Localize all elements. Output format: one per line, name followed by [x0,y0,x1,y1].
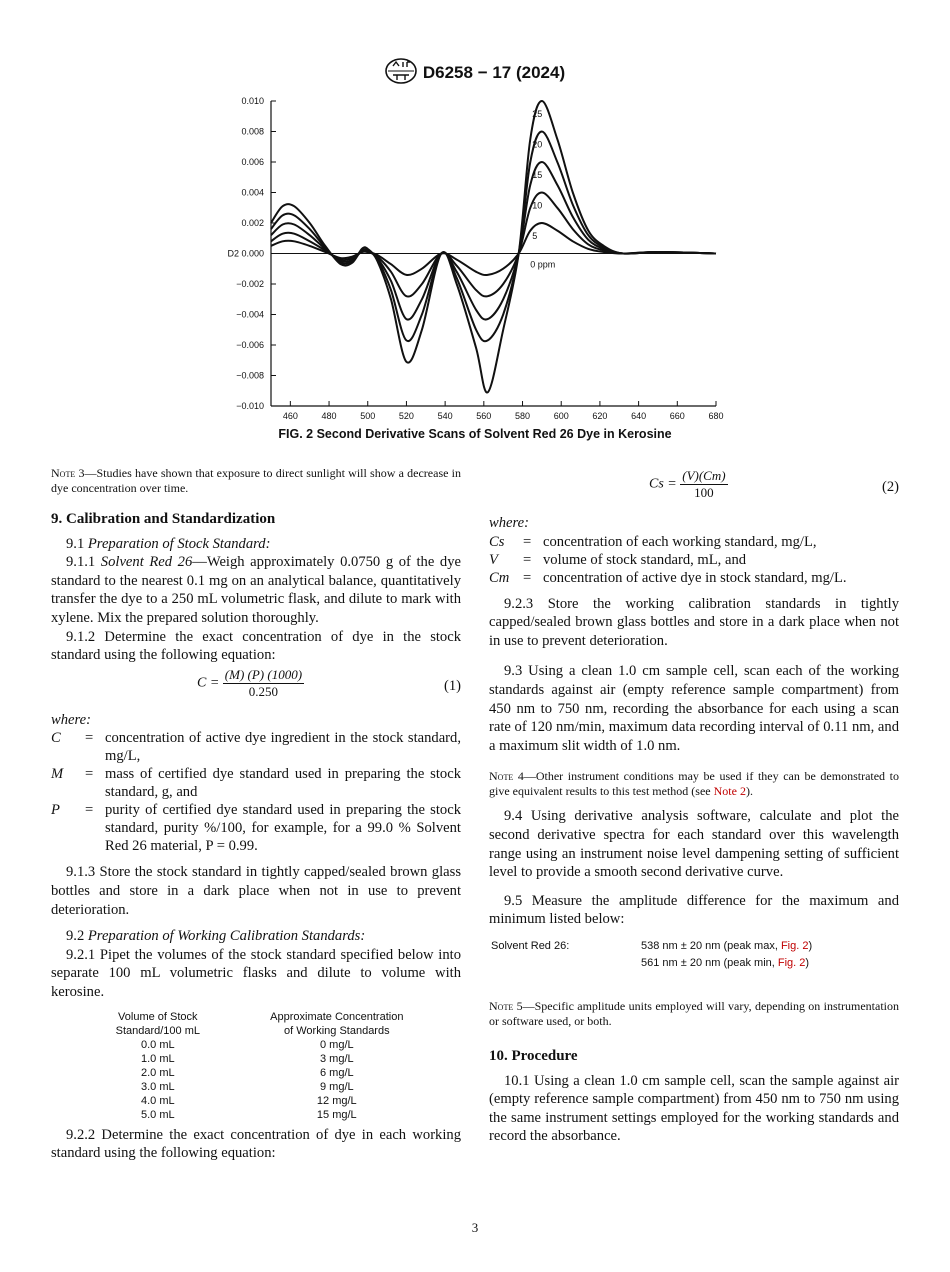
series-label: 10 [532,200,543,211]
series-label: 5 [532,231,538,241]
note-2-link[interactable]: Note 2 [713,784,746,799]
series-line [271,162,716,320]
table-row: 1.0 mL 3 mg/L [140,1052,354,1065]
x-tick-label: 500 [360,411,376,421]
series-label: 25 [532,109,543,119]
y-tick-label: −0.004 [236,309,264,320]
note-5: Note 5—Specific amplitude units employed will vary, depending on instrumentation or software used, or both. [489,998,899,1028]
peak-list: Solvent Red 26: 538 nm ± 20 nm (peak max, Fig. 2) 561 nm ± 20 nm (peak min, Fig. 2) [491,939,813,969]
para-9-5: 9.5 Measure the amplitude difference for the maximum and minimum listed below: [489,892,899,928]
x-tick-label: 640 [631,411,647,421]
definitions-2: Cs = concentration of each working standard, mg/L, V = volume of stock standard, mL, and Cm = concentration of active dye in stock standard, mg/L. [489,533,847,586]
section-9-heading: 9. Calibration and Standardization [51,511,276,527]
y-tick-label: −0.006 [236,340,264,350]
where-label: where: [489,515,529,531]
y-tick-label: −0.008 [236,370,264,381]
para-9-4: 9.4 Using derivative analysis software, calculate and plot the second derivative spectra for each standard over this wavelength range using an instrument noise level dampening setting of sufficient level to provide a smooth second derivative curve. [489,808,899,881]
para-9-2-2: 9.2.2 Determine the exact concentration of dye in each working standard using the following equation: [51,1126,461,1162]
para-9-1-2: 9.1.2 Determine the exact concentration of dye in the stock standard using the following equation: [51,628,461,664]
right-column [489,466,899,1146]
fig-2-link[interactable]: Fig. 2 [780,939,809,952]
x-tick-label: 620 [592,411,608,421]
series-label: 20 [532,139,543,150]
para-10-1: 10.1 Using a clean 1.0 cm sample cell, scan the sample against air (empty reference sample compartment) from 450 nm to 750 nm using the same instrument settings employed for the working standards and record the absorbance. [489,1072,899,1145]
where-label: where: [51,711,91,728]
table-row: 5.0 mL 15 mg/L [140,1108,357,1121]
y-tick-label: 0.002 [241,218,264,228]
x-tick-label: 660 [669,411,685,421]
equation-2-number: (2) [881,479,899,495]
page-number: 3 [471,1220,479,1235]
y-tick-label: 0.008 [241,126,264,137]
astm-logo-icon [385,58,417,89]
equation-1-denominator: 0.250 [248,683,279,699]
equation-1-lhs: C = [197,675,220,691]
definitions-1: C = concentration of active dye ingredient in the stock standard, mg/L, M = mass of certified dye standard used in preparing the stock standard, g, and P = purity of certified dye standard used in preparing the stock standard, purity %/100, for example, for a 99.0 % Solvent Red 26 material, P = 0.99. [51,730,461,855]
series-label: 0 ppm [530,259,556,270]
y-tick-label: 0.004 [241,187,264,198]
y-tick-label: 0.006 [241,157,264,167]
equation-1 [51,665,461,705]
peak-label: Solvent Red 26: [491,939,570,952]
series-line [271,223,716,275]
equation-2-lhs: Cs = [649,476,677,492]
table-row: 3.0 mL 9 mg/L [140,1080,354,1093]
x-tick-label: 520 [398,411,414,421]
x-tick-label: 460 [282,411,298,421]
x-tick-label: 680 [708,411,724,421]
para-9-1: 9.1 Preparation of Stock Standard: [66,535,271,552]
left-column [51,466,461,1163]
note-4: Note 4—Other instrument conditions may be used if they can be demonstrated to give equivalent results to this test method (see Note 2). [489,769,899,799]
equation-2-denominator: 100 [694,485,714,500]
note-3: Note 3—Studies have shown that exposure to direct sunlight will show a decrease in dye concentration over time. [51,466,461,495]
equation-1-number: (1) [443,677,461,694]
x-tick-label: 580 [515,411,531,421]
y-tick-label: −0.002 [236,279,264,289]
page-header [0,58,950,89]
y-tick-label: D2 0.000 [227,248,264,259]
second-derivative-chart [215,92,735,422]
series-label: 15 [532,170,543,180]
para-9-2-3: 9.2.3 Store the working calibration standards in tightly capped/sealed brown glass bottles and store in a dark place when not in use to prevent deterioration. [489,595,899,649]
table-row: 0.0 mL 0 mg/L [140,1038,354,1051]
para-9-1-1: 9.1.1 Solvent Red 26—Weigh approximately 0.0750 g of the dye standard to the nearest 0.1 mg on an analytical balance, quantitatively transfer the dye to a 250 mL volumetric flask, and dilute to mark with xylene. Mix the prepared solution thoroughly. [51,554,461,626]
y-tick-label: −0.010 [236,401,264,411]
y-tick-label: 0.010 [241,96,264,106]
document-id: D6258 − 17 (2024) [422,62,566,82]
table-row: 4.0 mL 12 mg/L [140,1094,357,1107]
para-9-2: 9.2 Preparation of Working Calibration Standards: [66,928,366,945]
figure-caption: FIG. 2 Second Derivative Scans of Solvent Red 26 Dye in Kerosine [278,427,672,441]
section-10-heading: 10. Procedure [489,1047,578,1064]
equation-1-numerator: (M) (P) (1000) [224,666,303,682]
equation-2 [489,466,899,508]
series-line [271,132,716,342]
para-9-2-1: 9.2.1 Pipet the volumes of the stock standard specified below into separate 100 mL volumetric flasks and dilute to volume with kerosine. [51,946,461,1000]
table-row: 2.0 mL 6 mg/L [140,1066,354,1079]
para-9-1-3: 9.1.3 Store the stock standard in tightly capped/sealed brown glass bottles and store in a dark place when not in use to prevent deterioration. [51,864,461,918]
equation-2-numerator: (V)(Cm) [682,468,726,483]
x-tick-label: 540 [437,411,453,421]
x-tick-label: 600 [553,411,569,421]
x-tick-label: 480 [321,411,337,421]
series-line [271,193,716,297]
working-standards-table: Volume of Stock Approximate Concentration Standard/100 mL of Working Standards 0.0 mL 0 mg/L 1.0 mL 3 mg/L 2.0 mL 6 mg/L 3.0 mL 9 mg/L 4.0 mL 12 mg/L 5.0 mL 15 mg/L [103,1010,461,1122]
fig-2-link[interactable]: Fig. 2 [777,956,806,969]
para-9-3: 9.3 Using a clean 1.0 cm sample cell, scan each of the working standards against air (empty reference sample compartment) from 450 nm to 750 nm, recording the absorbance for each using a scan rate of 120 nm/min, maximum data recording interval of 0.11 nm, and a maximum slit width of 1.0 nm. [489,663,899,754]
series-line [271,101,716,393]
x-tick-label: 560 [476,411,492,421]
